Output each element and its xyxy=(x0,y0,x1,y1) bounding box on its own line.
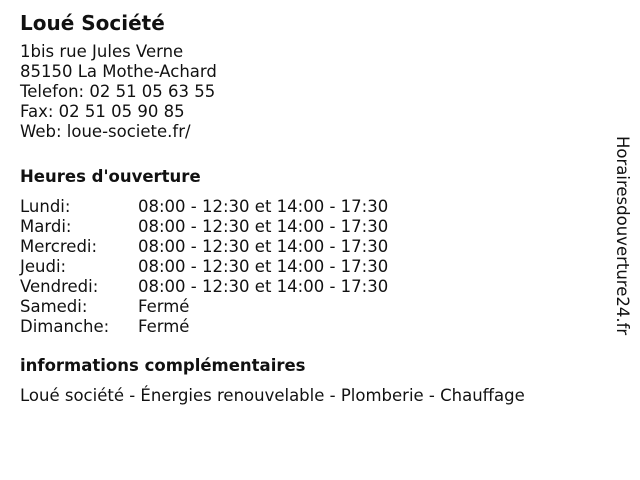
day-label: Vendredi: xyxy=(20,277,99,296)
opening-hours-heading: Heures d'ouverture xyxy=(20,167,201,186)
day-label: Samedi: xyxy=(20,297,88,316)
business-name: Loué Société xyxy=(20,11,165,35)
day-hours: Fermé xyxy=(138,297,190,316)
opening-hours-table xyxy=(20,197,600,337)
hours-row-vendredi xyxy=(20,277,600,297)
day-label: Lundi: xyxy=(20,197,71,216)
day-hours: 08:00 - 12:30 et 14:00 - 17:30 xyxy=(138,277,389,296)
day-label: Dimanche: xyxy=(20,317,110,336)
business-card xyxy=(20,10,600,406)
day-hours: 08:00 - 12:30 et 14:00 - 17:30 xyxy=(138,257,389,276)
day-hours: 08:00 - 12:30 et 14:00 - 17:30 xyxy=(138,217,389,236)
additional-info-heading: informations complémentaires xyxy=(20,356,306,375)
additional-info-text: Loué société - Énergies renouvelable - Plomberie - Chauffage xyxy=(20,386,525,405)
day-hours: 08:00 - 12:30 et 14:00 - 17:30 xyxy=(138,237,389,256)
postal-city: 85150 La Mothe-Achard xyxy=(20,62,217,81)
hours-row-jeudi xyxy=(20,257,600,277)
hours-row-mercredi xyxy=(20,237,600,257)
fax-number: Fax: 02 51 05 90 85 xyxy=(20,102,185,121)
hours-row-lundi xyxy=(20,197,600,217)
site-watermark: Horairesdouverture24.fr xyxy=(613,136,632,336)
day-label: Jeudi: xyxy=(20,257,67,276)
day-label: Mardi: xyxy=(20,217,72,236)
hours-row-dimanche xyxy=(20,317,600,337)
street-address: 1bis rue Jules Verne xyxy=(20,42,184,61)
phone-number: Telefon: 02 51 05 63 55 xyxy=(20,82,216,101)
website: Web: loue-societe.fr/ xyxy=(20,122,191,141)
day-label: Mercredi: xyxy=(20,237,98,256)
day-hours: 08:00 - 12:30 et 14:00 - 17:30 xyxy=(138,197,389,216)
hours-row-samedi xyxy=(20,297,600,317)
hours-row-mardi xyxy=(20,217,600,237)
day-hours: Fermé xyxy=(138,317,190,336)
address-block xyxy=(20,42,600,142)
